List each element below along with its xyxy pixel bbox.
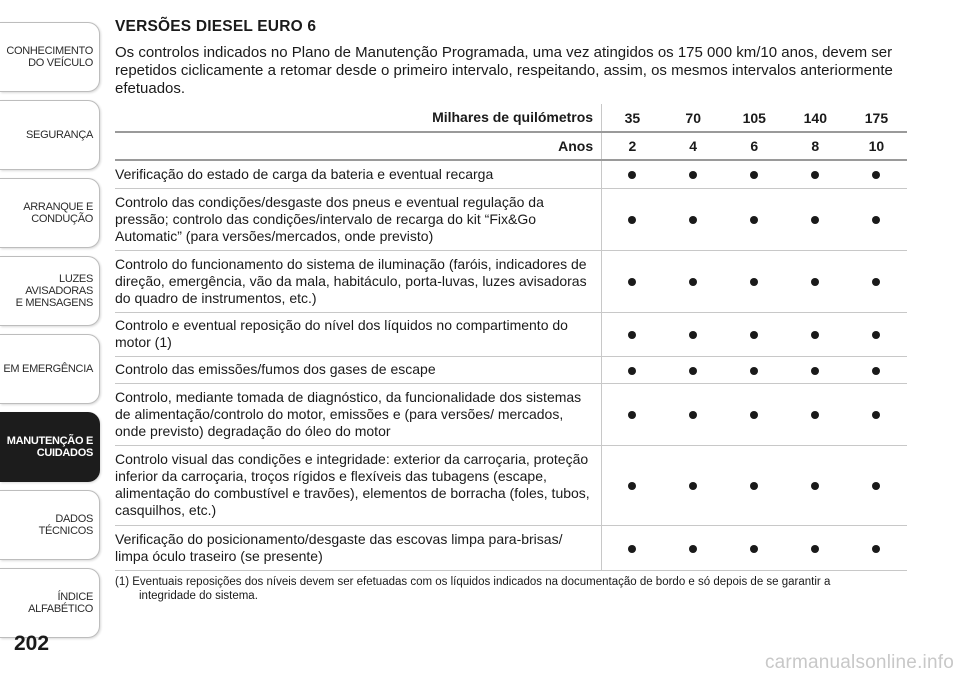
interval-mark-cell xyxy=(785,188,846,250)
bullet-dot-icon xyxy=(872,331,880,339)
page-number: 202 xyxy=(14,632,50,655)
interval-mark-cell xyxy=(785,356,846,383)
interval-mark-cell xyxy=(846,188,907,250)
interval-mark-cell xyxy=(602,383,663,445)
bullet-dot-icon xyxy=(750,216,758,224)
chapter-tab[interactable] xyxy=(0,22,100,92)
chapter-tab-label xyxy=(0,273,93,309)
check-description: Controlo, mediante tomada de diagnóstico, da funcionalidade dos sistemas de alimentação/controlo do motor, emissões e (para versões/ mercados, onde previsto) degradação do óleo do motor xyxy=(115,383,602,445)
interval-mark-cell xyxy=(785,160,846,188)
chapter-tab-label xyxy=(6,45,93,69)
bullet-dot-icon xyxy=(689,331,697,339)
chapter-tab-line: LUZES AVISADORAS xyxy=(25,273,93,297)
bullet-dot-icon xyxy=(811,411,819,419)
chapter-tab-line: EM EMERGÊNCIA xyxy=(3,363,93,375)
bullet-dot-icon xyxy=(872,482,880,490)
interval-mark-cell xyxy=(846,160,907,188)
check-description: Controlo das condições/desgaste dos pneus e eventual regulação da pressão; controlo das condições/intervalo de recarga do kit “Fix&Go Automatic” (para versões/mercados, onde previsto) xyxy=(115,188,602,250)
bullet-dot-icon xyxy=(628,482,636,490)
interval-mark-cell xyxy=(663,312,724,356)
bullet-dot-icon xyxy=(628,171,636,179)
bullet-dot-icon xyxy=(750,367,758,375)
bullet-dot-icon xyxy=(689,171,697,179)
interval-mark-cell xyxy=(785,250,846,312)
interval-mark-cell xyxy=(602,160,663,188)
bullet-dot-icon xyxy=(689,482,697,490)
interval-mark-cell xyxy=(785,525,846,570)
chapter-tab[interactable] xyxy=(0,100,100,170)
bullet-dot-icon xyxy=(872,216,880,224)
interval-mark-cell xyxy=(663,250,724,312)
table-row xyxy=(115,160,907,188)
chapter-tab-line: CONDUÇÃO xyxy=(31,213,93,225)
chapter-tab[interactable] xyxy=(0,412,100,482)
maintenance-schedule-table xyxy=(115,104,907,571)
bullet-dot-icon xyxy=(628,278,636,286)
interval-mark-cell xyxy=(724,160,785,188)
interval-mark-cell xyxy=(724,356,785,383)
bullet-dot-icon xyxy=(811,278,819,286)
interval-mark-cell xyxy=(785,383,846,445)
bullet-dot-icon xyxy=(811,482,819,490)
bullet-dot-icon xyxy=(750,171,758,179)
years-interval-cell: 8 xyxy=(785,132,846,160)
table-row xyxy=(115,525,907,570)
bullet-dot-icon xyxy=(811,545,819,553)
bullet-dot-icon xyxy=(628,545,636,553)
chapter-tab-line: ARRANQUE E xyxy=(23,201,93,213)
check-description: Controlo das emissões/fumos dos gases de escape xyxy=(115,356,602,383)
years-interval-cell: 4 xyxy=(663,132,724,160)
interval-mark-cell xyxy=(724,445,785,525)
interval-mark-cell xyxy=(663,160,724,188)
chapter-tab[interactable] xyxy=(0,490,100,560)
interval-mark-cell xyxy=(724,383,785,445)
years-interval-cell: 10 xyxy=(846,132,907,160)
bullet-dot-icon xyxy=(628,216,636,224)
bullet-dot-icon xyxy=(872,367,880,375)
chapter-tab-line: MANUTENÇÃO E xyxy=(6,435,93,447)
watermark: carmanualsonline.info xyxy=(764,652,954,673)
bullet-dot-icon xyxy=(872,278,880,286)
chapter-tab[interactable] xyxy=(0,334,100,404)
check-description: Verificação do estado de carga da bateria e eventual recarga xyxy=(115,160,602,188)
table-header-km xyxy=(115,104,907,132)
chapter-tab-line: CUIDADOS xyxy=(36,447,93,459)
bullet-dot-icon xyxy=(750,331,758,339)
interval-mark-cell xyxy=(724,312,785,356)
bullet-dot-icon xyxy=(811,367,819,375)
bullet-dot-icon xyxy=(628,331,636,339)
km-interval-cell: 70 xyxy=(663,104,724,132)
interval-mark-cell xyxy=(663,356,724,383)
check-description: Controlo visual das condições e integridade: exterior da carroçaria, proteção inferior da carroçaria, troços rígidos e flexíveis das tubagens (escape, alimentação do combustível e travões), elementos de borracha (foles, tubos, casquilhos, etc.) xyxy=(115,445,602,525)
table-row xyxy=(115,312,907,356)
chapter-tab-line: CONHECIMENTO xyxy=(6,45,93,57)
footnote: (1) Eventuais reposições dos níveis devem ser efetuadas com os líquidos indicados na documentação de bordo e só depois de se garantir a integridade do sistema. xyxy=(115,575,831,602)
check-description: Controlo e eventual reposição do nível dos líquidos no compartimento do motor (1) xyxy=(115,312,602,356)
chapter-tab-line: DADOS TÉCNICOS xyxy=(38,513,93,537)
check-description: Controlo do funcionamento do sistema de iluminação (faróis, indicadores de direção, emergência, vão da mala, habitáculo, porta-luvas, luzes avisadoras do quadro de instrumentos, etc.) xyxy=(115,250,602,312)
chapter-tab[interactable] xyxy=(0,178,100,248)
bullet-dot-icon xyxy=(689,411,697,419)
interval-mark-cell xyxy=(663,445,724,525)
bullet-dot-icon xyxy=(689,216,697,224)
intro-paragraph: Os controlos indicados no Plano de Manutenção Programada, uma vez atingidos os 175 000 km/10 anos, devem ser repetidos ciclicamente a retomar desde o primeiro intervalo, respeitando, assim, os mesmos intervalos anteriormente efetuados. xyxy=(115,44,893,97)
page-content xyxy=(115,18,907,603)
interval-mark-cell xyxy=(602,525,663,570)
chapter-tab-line: ÍNDICE ALFABÉTICO xyxy=(28,591,93,615)
bullet-dot-icon xyxy=(872,171,880,179)
chapter-tab-label xyxy=(3,363,93,375)
bullet-dot-icon xyxy=(750,411,758,419)
interval-mark-cell xyxy=(663,383,724,445)
bullet-dot-icon xyxy=(872,411,880,419)
km-interval-cell: 175 xyxy=(846,104,907,132)
interval-mark-cell xyxy=(602,188,663,250)
chapter-tab-label xyxy=(7,435,93,459)
interval-mark-cell xyxy=(602,250,663,312)
interval-mark-cell xyxy=(602,445,663,525)
table-row xyxy=(115,445,907,525)
interval-mark-cell xyxy=(724,250,785,312)
interval-mark-cell xyxy=(846,525,907,570)
bullet-dot-icon xyxy=(750,545,758,553)
chapter-tab-label xyxy=(26,129,93,141)
table-row xyxy=(115,188,907,250)
interval-mark-cell xyxy=(846,312,907,356)
bullet-dot-icon xyxy=(750,278,758,286)
chapter-tab-line: DO VEÍCULO xyxy=(28,57,93,69)
bullet-dot-icon xyxy=(811,171,819,179)
interval-mark-cell xyxy=(785,445,846,525)
table-header-years xyxy=(115,132,907,160)
interval-mark-cell xyxy=(602,312,663,356)
bullet-dot-icon xyxy=(628,367,636,375)
years-header-label: Anos xyxy=(115,132,602,160)
section-title: VERSÕES DIESEL EURO 6 xyxy=(115,18,317,35)
interval-mark-cell xyxy=(724,525,785,570)
years-interval-cell: 6 xyxy=(724,132,785,160)
bullet-dot-icon xyxy=(811,331,819,339)
km-header-label: Milhares de quilómetros xyxy=(115,104,602,132)
interval-mark-cell xyxy=(602,356,663,383)
interval-mark-cell xyxy=(846,445,907,525)
table-row xyxy=(115,356,907,383)
interval-mark-cell xyxy=(846,356,907,383)
chapter-tab-line: SEGURANÇA xyxy=(26,129,93,141)
chapter-tab-line: E MENSAGENS xyxy=(15,297,93,309)
interval-mark-cell xyxy=(663,525,724,570)
interval-mark-cell xyxy=(785,312,846,356)
bullet-dot-icon xyxy=(750,482,758,490)
bullet-dot-icon xyxy=(811,216,819,224)
km-interval-cell: 140 xyxy=(785,104,846,132)
chapter-tab-label xyxy=(0,513,93,537)
bullet-dot-icon xyxy=(872,545,880,553)
bullet-dot-icon xyxy=(689,367,697,375)
table-row xyxy=(115,250,907,312)
interval-mark-cell xyxy=(724,188,785,250)
table-row xyxy=(115,383,907,445)
bullet-dot-icon xyxy=(628,411,636,419)
years-interval-cell: 2 xyxy=(602,132,663,160)
chapter-tab-label xyxy=(23,201,93,225)
interval-mark-cell xyxy=(663,188,724,250)
chapter-tab[interactable] xyxy=(0,568,100,638)
km-interval-cell: 35 xyxy=(602,104,663,132)
bullet-dot-icon xyxy=(689,545,697,553)
bullet-dot-icon xyxy=(689,278,697,286)
chapter-tab[interactable] xyxy=(0,256,100,326)
km-interval-cell: 105 xyxy=(724,104,785,132)
interval-mark-cell xyxy=(846,383,907,445)
interval-mark-cell xyxy=(846,250,907,312)
chapter-tab-label xyxy=(0,591,93,615)
check-description: Verificação do posicionamento/desgaste das escovas limpa para-brisas/ limpa óculo traseiro (se presente) xyxy=(115,525,602,570)
